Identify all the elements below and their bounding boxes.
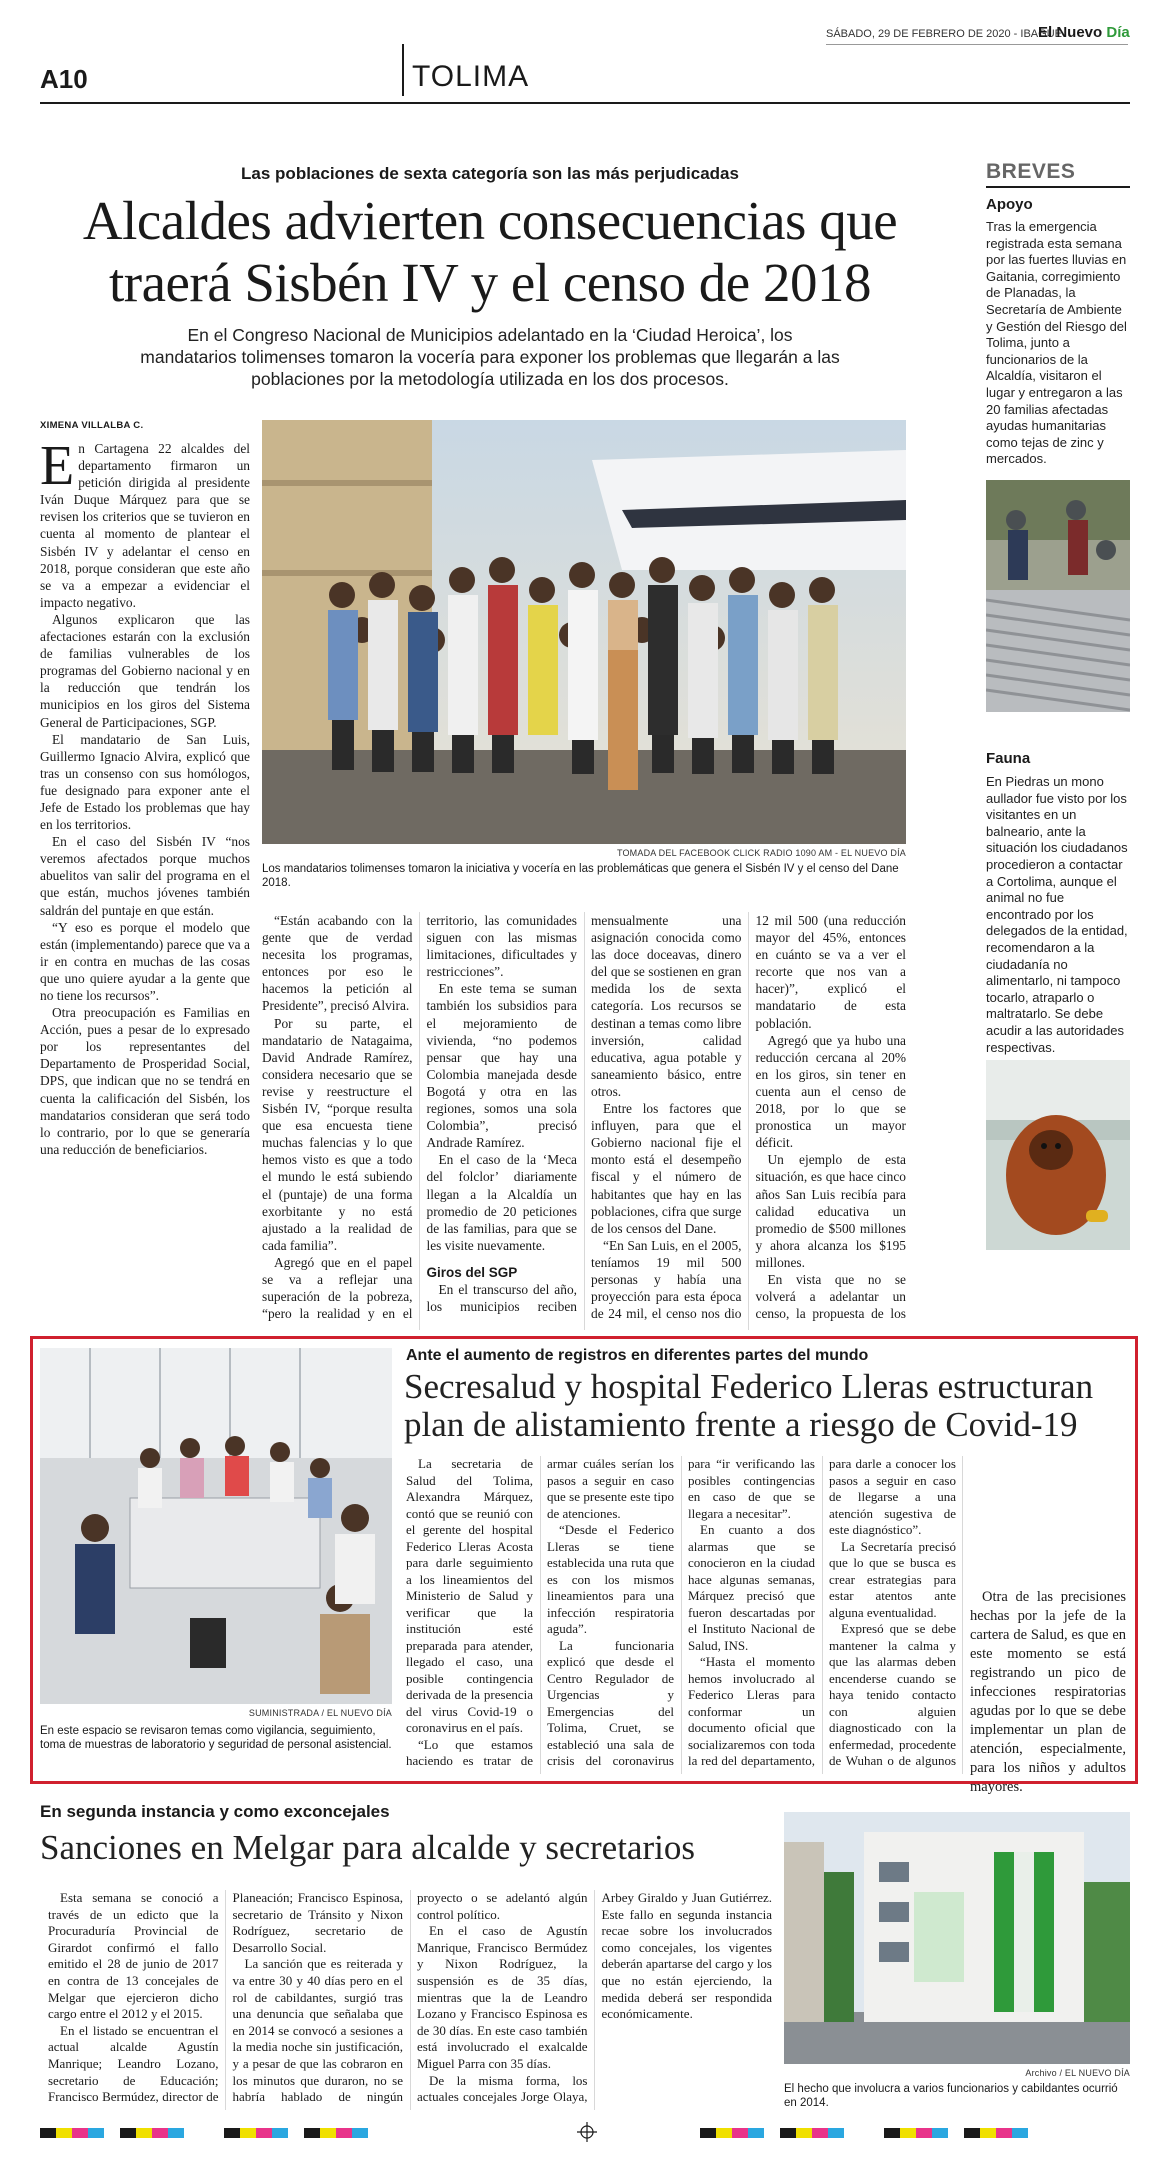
paragraph: La Secretaría precisó que lo que se busca es crear estrategias para estar atentos ante alguna eventualidad. <box>829 1538 956 1620</box>
paragraph: Entre los factores que influyen, para que el Gobierno nacional fije el monto está el desempeño fiscal y el número de habitantes que hay en las poblaciones, cifra que surge de los censos del Dane. <box>591 1101 742 1236</box>
roofing-photo-illustration <box>986 480 1130 712</box>
paragraph: Agregó que en el papel se va a reflejar una superación de la pobreza, “pero la realidad y en el territorio, las comunidades siguen con las mismas limitaciones, dificultades y restricciones”. <box>262 913 577 1322</box>
section-name-text: TOLIMA <box>412 60 530 93</box>
breves-item-title <box>986 750 1030 767</box>
brand-logo <box>1038 24 1130 41</box>
paragraph: La funcionaria explicó que desde el Centro Regulador de Urgencias y Emergencias del Tolima, Cruet, se estableció una sala de crisis del coronavirus para “ir verificando las posibles contingencias en caso de que se llegara a necesitar”. <box>547 1456 815 1768</box>
paragraph: Por su parte, el mandatario de Natagaima, David Andrade Ramírez, considera necesario que se revise y reestructure el Sisbén IV, “porque resulta que esa encuesta tiene muchas falencias y lo que hemos visto es que a todo el mundo le está subiendo el (puntaje) de una forma exorbitante y no está ajustado a la realidad de cada familia”. <box>262 1015 413 1253</box>
melgar-photo-credit-text: Archivo / EL NUEVO DÍA <box>1025 2068 1130 2078</box>
dropcap: E <box>40 440 75 497</box>
breves-item-text <box>986 774 1130 1056</box>
paragraph: En el transcurso del año, los municipios reciben mensualmente una asignación conocida como las doce doceavas, dinero del que se sostienen en gran medida los de sexta categoría. Los recursos se destinan a temas como libre inversión, calidad educativa, agua potable y saneamiento básico, entre otros. <box>426 913 742 1315</box>
page-number-text: A10 <box>40 64 88 94</box>
melgar-headline-text: Sanciones en Melgar para alcalde y secretarios <box>40 1828 695 1867</box>
main-headline-line-2: traerá Sisbén IV y el censo de 2018 <box>109 252 871 313</box>
covid-columns <box>406 1456 956 1774</box>
paragraph: Algunos explicaron que las afectaciones estarán con la exclusión de familias vulnerables de los programas del Gobierno nacional y en la reducción que tendrán los municipios en los giros del Sistema General de Participaciones, SGP. <box>40 611 250 730</box>
melgar-kicker-text: En segunda instancia y como exconcejales <box>40 1802 390 1821</box>
building-photo-illustration <box>784 1812 1130 2064</box>
paragraph: En el listado se encuentran el actual alcalde Agustín Manrique; Leandro Lozano, secretario de Educación; Francisco Bermúdez, director de Planeación; Francisco Espinosa, secretario de Tránsito y Nixon Rodríguez, secretario de Desarrollo Social. <box>48 1890 403 2105</box>
main-photo-credit <box>262 848 906 858</box>
breves-item-text <box>986 219 1130 468</box>
paragraph: Otra de las precisiones hechas por la jefe de la cartera de Salud, es que en este momento se está registrando un pico de infecciones respiratorias agudas por lo que se debe implementar un plan de atención, especialmente, para los niños y adultos mayores. <box>970 1589 1126 1795</box>
section-divider <box>402 44 404 96</box>
main-photo-caption-text: Los mandatarios tolimenses tomaron la iniciativa y vocería en las problemáticas que genera el Sisbén IV y el censo del Dane 2018. <box>262 863 899 889</box>
breves-item-title-text: Apoyo <box>986 196 1033 213</box>
main-kicker <box>40 164 940 184</box>
melgar-photo-credit <box>784 2068 1130 2078</box>
breves-item-text-body: Tras la emergencia registrada esta semana por las fuertes lluvias en Gaitania, corregimiento de Planadas, la Secretaría de Ambiente y Gestión del Riesgo del Tolima, junto a funcionarios de la Alcaldía, visitaron el lugar y entregaron a las 20 familias afectadas ayudas humanitarias como tejas de zinc y mercados. <box>986 219 1127 467</box>
brand-name-accent: Día <box>1106 24 1130 41</box>
paragraph: De la misma forma, los actuales concejales Jorge Olaya, Arbey Giraldo y Juan Gutiérrez. Este fallo en segunda instancia recae sobre los involucrados como concejales, los vigentes deberán apartarse del cargo y los que no están ejerciendo, la medida deberá ser respondida económicamente. <box>417 1890 772 2105</box>
byline <box>40 420 143 431</box>
paragraph: El mandatario de San Luis, Guillermo Ignacio Alvira, explicó que tras un consenso con sus homólogos, fue designado para exponer ante el Jefe de Estado los problemas que hay en los territorios. <box>40 731 250 833</box>
melgar-kicker <box>40 1802 390 1822</box>
paragraph: En cuanto a dos alarmas que se conocieron en la ciudad hace algunas semanas, Márquez precisó que fueron descartadas por el Instituto Nacional de Salud, INS. <box>688 1522 815 1653</box>
main-headline <box>40 190 940 314</box>
main-photo <box>262 420 906 844</box>
breves-header-text: BREVES <box>986 160 1076 183</box>
covid-kicker <box>406 1347 868 1365</box>
melgar-photo <box>784 1812 1130 2064</box>
paragraph: Agregó que ya hubo una reducción cercana al 20% en los giros, sin tener en cuenta aun el censo de 2018, por lo que se pronostica un mayor déficit. <box>755 1032 906 1151</box>
covid-photo <box>40 1348 392 1704</box>
main-headline-line-1: Alcaldes advierten consecuencias que <box>82 190 898 251</box>
paragraph: “Están acabando con la gente que de verdad necesita los programas, entonces por eso le hacemos la petición al Presidente”, precisó Alvira. <box>262 913 413 1014</box>
dateline-text: SÁBADO, 29 DE FEBRERO DE 2020 - IBAGUÉ <box>826 28 1062 40</box>
breves-photo-monkey <box>986 1060 1130 1250</box>
covid-photo-credit <box>40 1708 392 1718</box>
paragraph: Expresó que se debe mantener la calma y que las alarmas deben encenderse cuando se haya tenido contacto con alguien diagnosticado con la enfermedad, procedente de Wuhan o de algunos <box>829 1621 956 1768</box>
covid-photo-caption <box>40 1724 392 1752</box>
breves-item-text-body: En Piedras un mono aullador fue visto por los visitantes en un balneario, ante la situación los ciudadanos procedieron a contactar a Cortolima, aunque el animal no fue encontrado por los delegados de la entidad, recomendaron a la ciudadanía no alimentarlo, ni tampoco tocarlo, atraparlo o maltratarlo. Se debe acudir a las autoridades respectivas. <box>986 774 1128 1055</box>
covid-side-column <box>970 1588 1126 1797</box>
covid-photo-caption-text: En este espacio se revisaron temas como vigilancia, seguimiento, toma de muestras de laboratorio y seguridad de personal asistencial. <box>40 1725 392 1751</box>
paragraph: En el caso del Sisbén IV “nos veremos afectados porque muchos abuelitos van salir del programa en el que están, muchos jóvenes también saldrán del puntaje en que están. <box>40 834 250 918</box>
print-color-bar-right <box>700 2128 1028 2138</box>
crosshair-icon <box>577 2122 597 2142</box>
subhead <box>427 1264 578 1281</box>
page-number <box>40 64 88 95</box>
crosshair-icon-svg <box>577 2122 597 2142</box>
breves-item-title-text: Fauna <box>986 750 1031 767</box>
melgar-photo-caption-text: El hecho que involucra a varios funcionarios y cabildantes ocurrió en 2014. <box>784 2083 1118 2109</box>
main-deck-text: En el Congreso Nacional de Municipios adelantado en la ‘Ciudad Heroica’, los mandatarios tolimenses tomaron la vocería para exponer los problemas que llegarán a las poblaciones por la metodología utilizada en los dos procesos. <box>140 325 840 389</box>
covid-photo-credit-text: SUMINISTRADA / EL NUEVO DÍA <box>248 1708 392 1718</box>
paragraph: Un ejemplo de esta situación, es que hace cinco años San Luis recibía para calidad educativa un promedio de $500 millones y ahora alcanza los $195 millones. <box>755 1152 906 1270</box>
melgar-headline <box>40 1828 780 1868</box>
covid-kicker-text: Ante el aumento de registros en diferentes partes del mundo <box>406 1347 869 1364</box>
breves-photo-roofing <box>986 480 1130 712</box>
subhead-text: Giros del SGP <box>426 1264 518 1280</box>
main-photo-caption <box>262 862 906 890</box>
covid-headline-line-1: Secresalud y hospital Federico Lleras estructuran <box>404 1367 1094 1406</box>
group-photo-illustration <box>262 420 906 844</box>
paragraph: “Y eso es porque el modelo que están (implementando) parece que va a ir en contra en muchas de las cosas que uno quiere ayudar a la gente que no tiene los recursos”. <box>40 919 250 1003</box>
masthead-rule-top <box>826 44 1128 45</box>
paragraph: “Desde el Federico Lleras se tiene establecida una ruta que es con los mismos lineamientos para una infección respiratoria aguda”. <box>547 1522 674 1636</box>
masthead-rule <box>40 102 1130 104</box>
section-name <box>412 60 529 94</box>
breves-item-title <box>986 196 1130 213</box>
covid-headline-line-2: plan de alistamiento frente a riesgo de Covid-19 <box>404 1405 1078 1444</box>
main-deck <box>140 324 840 390</box>
paragraph: “Hasta el momento hemos involucrado al Federico Lleras para conformar un documento oficial que socializaremos con toda la red del departamento, para darle a conocer los pasos a seguir en caso de llegarse a una atención sugestiva de este diagnóstico”. <box>688 1456 956 1768</box>
paragraph: Otra preocupación es Familias en Acción, pues a pesar de lo expresado por los representantes del Departamento de Prosperidad Social, DPS, que indican que no se tendrá en cuenta la calificación del Sisbén, los mandatarios consideran que será todo lo contrario, por lo que se generaría una reducción de beneficiarios. <box>40 1005 250 1157</box>
breves-header <box>986 160 1130 188</box>
paragraph: “Lo que estamos haciendo es tratar de armar cuáles serían los pasos a seguir en caso que se presente este tipo de atenciones. <box>406 1456 674 1768</box>
main-columns-lower <box>262 912 906 1330</box>
melgar-columns <box>48 1890 772 2110</box>
lead-paragraph: n Cartagena 22 alcaldes del departamento firmaron un petición dirigida al presidente Iván Duque Márquez para que se revisen los criterios que se tuvieron en cuenta al momento de plantear el Sisbén IV y adelantar el censo en 2018, porque consideran que este año se va a empezar a evidenciar el impacto negativo. <box>40 441 250 610</box>
main-kicker-text: Las poblaciones de sexta categoría son las más perjudicadas <box>241 164 739 183</box>
paragraph: La sanción que es reiterada y va entre 30 y 40 días pero en el rol de cabildantes, surgió tras una denuncia que señalaba que en 2014 se convocó a sesiones a la media noche sin justificación, y a pesar de que las cobraron en los minutos que duraron, no se habría hablado de ningún proyecto o se adelantó algún control político. <box>232 1890 588 2105</box>
dateline <box>826 28 1062 40</box>
main-column-1 <box>40 440 250 1330</box>
paragraph: En este tema se suman también los subsidios para el mejoramiento de vivienda, “no podemos pensar que hay una Colombia manejada desde Bogotá y otra en las regiones, somos una sola Colombia”, precisó Andrade Ramírez. <box>426 981 577 1151</box>
paragraph: “En San Luis, en el 2005, teníamos 19 mil 500 personas y había una proyección para esta época de 24 mil, el censo nos dio 12 mil 500 (una reducción mayor del 45%, entonces en cuánto se va a ver el recorte que nos van a hacer)”, explicó el mandatario de esta población. <box>591 913 906 1322</box>
breves-sidebar <box>986 160 1130 1328</box>
paragraph: En el caso de la ‘Meca del folclor’ diariamente llegan a la Alcaldía un promedio de 20 peticiones de las familias, para que se les visite nuevamente. <box>426 1152 577 1253</box>
main-photo-credit-text: TOMADA DEL FACEBOOK CLICK RADIO 1090 AM - EL NUEVO DÍA <box>616 848 906 858</box>
paragraph: Esta semana se conoció a través de un edicto que la Procuraduría Provincial de Girardot confirmó el fallo emitido el 28 de junio de 2017 en contra de 13 concejales de Melgar que ejercieron dicho cargo entre el 2012 y el 2015. <box>48 1890 219 2022</box>
covid-headline <box>404 1368 1134 1444</box>
print-color-bar-left <box>40 2128 368 2138</box>
brand-name: El Nuevo <box>1038 24 1103 41</box>
covid-column-rule <box>962 1456 963 1774</box>
paragraph: En el caso de Agustín Manrique, Francisco Bermúdez y Nixon Rodríguez, la suspensión es de 35 días, mientras que la de Leandro Lozano y Francisco Espinosa es de 30 días. En este caso también está involucrado el exalcalde Miguel Parra con 35 días. <box>417 1923 588 2071</box>
paragraph: En vista que no se volverá a adelantar un censo, la propuesta de los <box>755 1271 906 1322</box>
monkey-photo-illustration <box>986 1060 1130 1250</box>
byline-text: XIMENA VILLALBA C. <box>40 420 144 431</box>
paragraph: La secretaria de Salud del Tolima, Alexandra Márquez, contó que se reunió con el gerente del hospital Federico Lleras Acosta para darle seguimiento a los lineamientos del Ministerio de Salud y verificar que la institución esté preparada para atender, llegado el caso, una posible contingencia derivada de la presencia del virus Covid-19 o coronavirus en el país. <box>406 1456 533 1735</box>
meeting-photo-illustration <box>40 1348 392 1704</box>
melgar-photo-caption <box>784 2082 1130 2110</box>
